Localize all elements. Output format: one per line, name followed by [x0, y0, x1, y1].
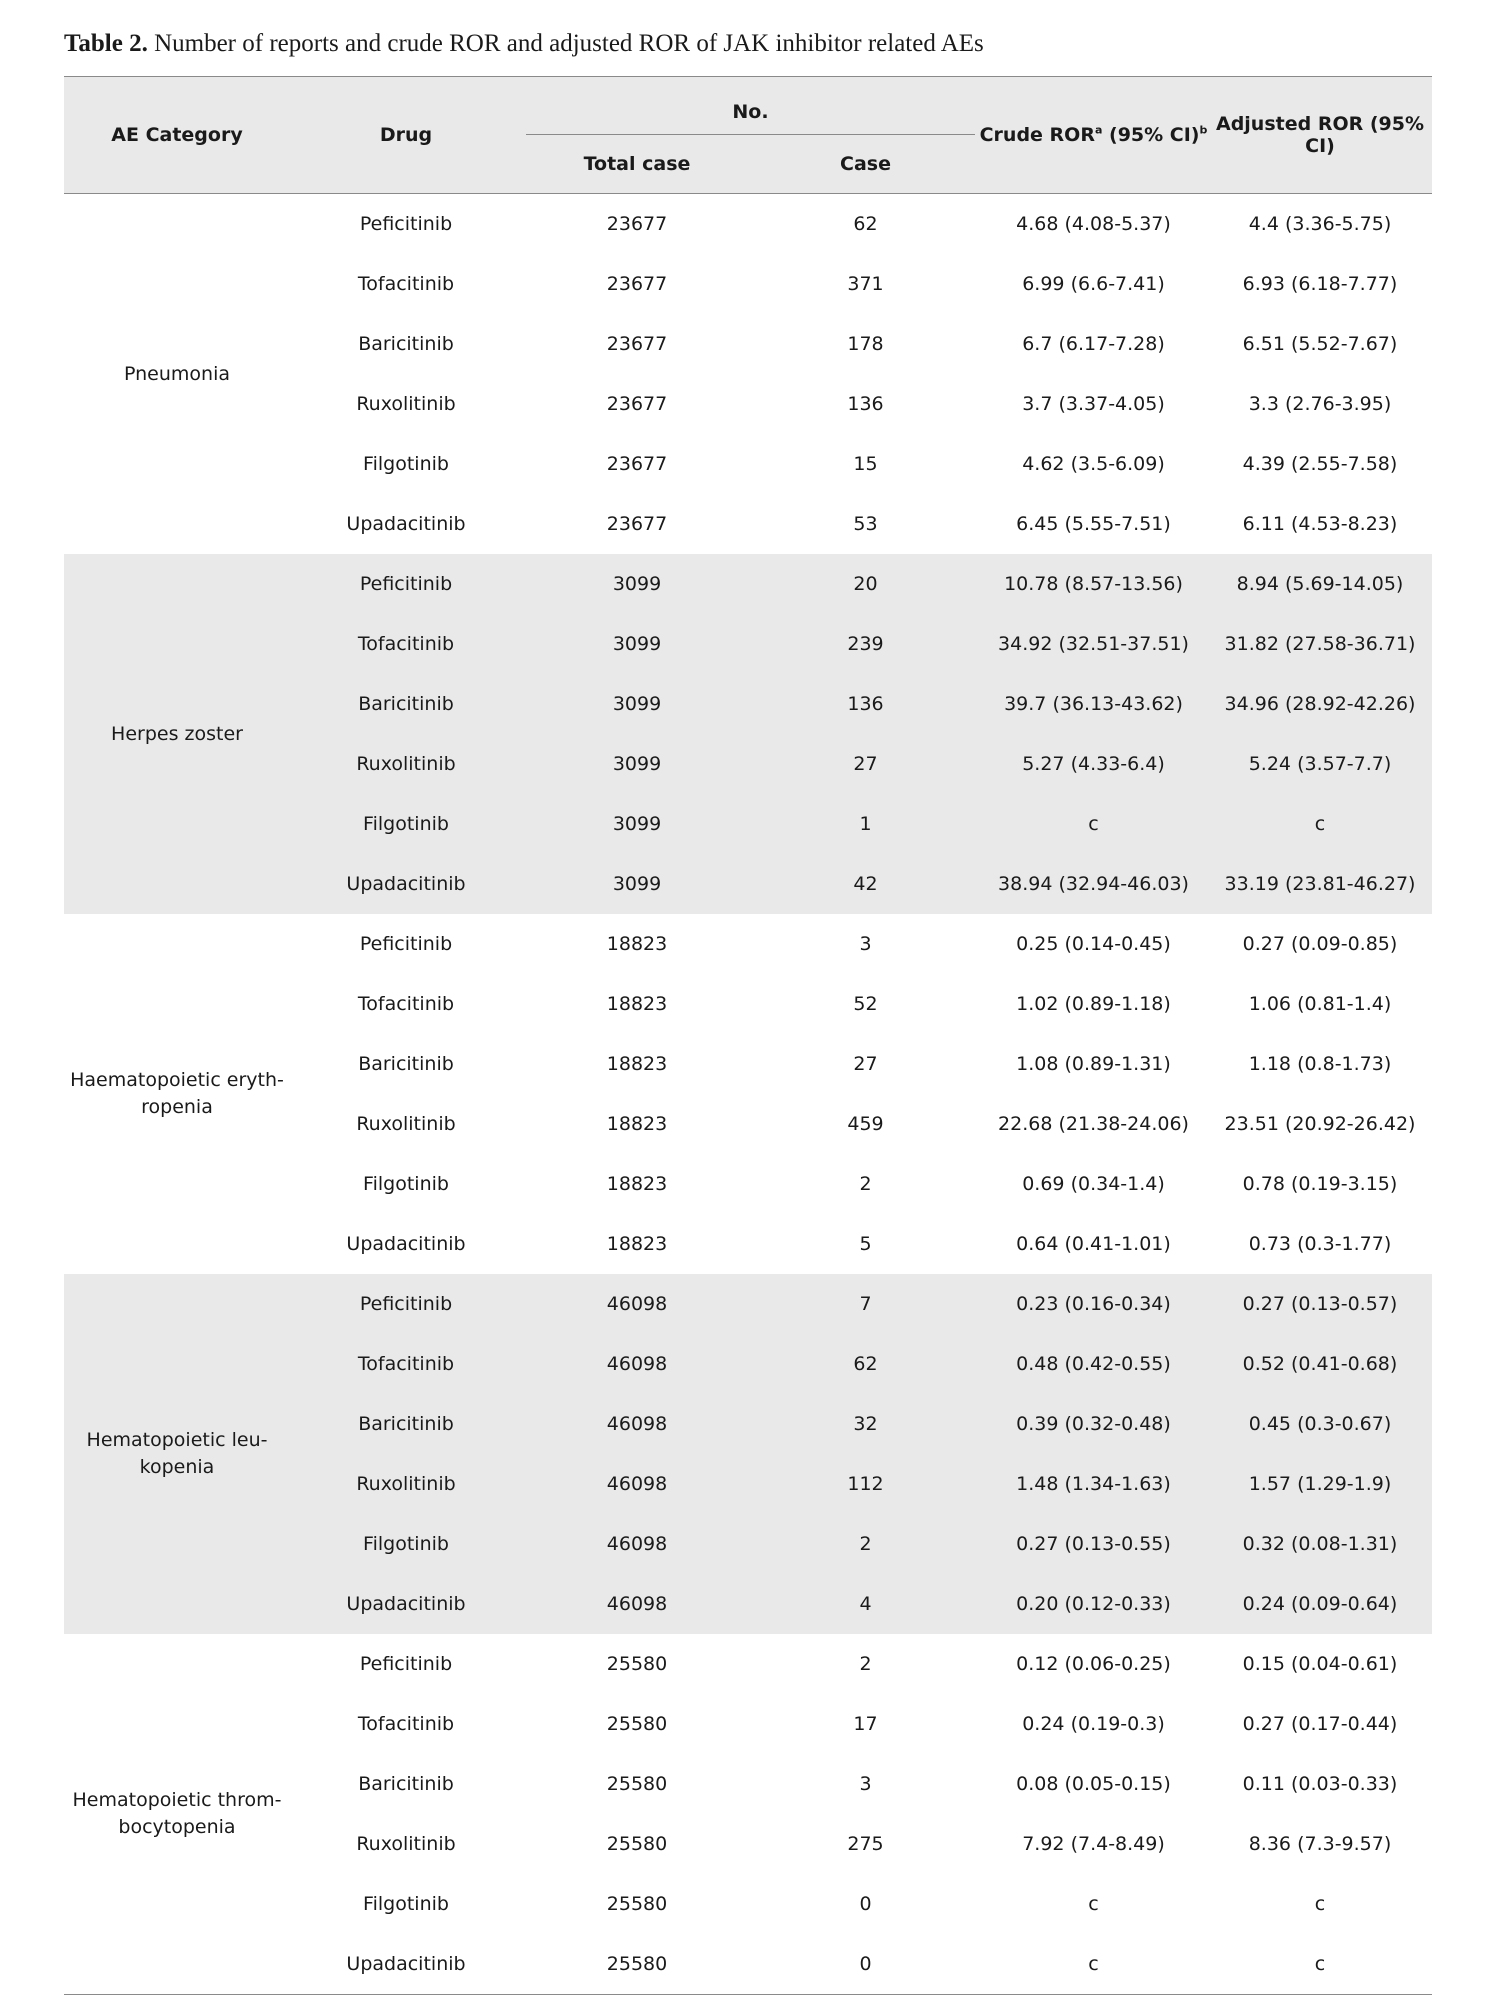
- adjusted-ror-cell: 0.45 (0.3-0.67): [1248, 1413, 1392, 1435]
- total-case-cell: 23677: [606, 213, 668, 235]
- ae-category-line: kopenia: [139, 1456, 215, 1478]
- total-case-cell: 46098: [606, 1473, 668, 1495]
- ae-category-line: bocytopenia: [118, 1816, 236, 1838]
- total-case-cell: 3099: [612, 813, 662, 835]
- total-case-cell: 46098: [606, 1593, 668, 1615]
- footnote-a-marker: a: [1094, 123, 1103, 137]
- drug-cell: Baricitinib: [358, 1773, 454, 1795]
- drug-cell: Filgotinib: [363, 1173, 449, 1195]
- adjusted-ror-cell: 4.39 (2.55-7.58): [1242, 453, 1398, 475]
- adjusted-ror-cell: 4.4 (3.36-5.75): [1248, 213, 1392, 235]
- total-case-cell: 18823: [606, 1173, 668, 1195]
- drug-cell: Peficitinib: [359, 1653, 453, 1675]
- ae-group: [64, 1634, 1432, 1994]
- adjusted-ror-cell: 1.18 (0.8-1.73): [1248, 1053, 1392, 1075]
- case-cell: 4: [859, 1593, 872, 1615]
- drug-cell: Baricitinib: [358, 1413, 454, 1435]
- table-bottom-rule: [64, 1994, 1432, 1995]
- case-cell: 62: [853, 1353, 878, 1375]
- total-case-cell: 18823: [606, 1233, 668, 1255]
- drug-cell: Baricitinib: [358, 333, 454, 355]
- total-case-cell: 3099: [612, 693, 662, 715]
- crude-ror-cell: 5.27 (4.33-6.4): [1022, 753, 1165, 775]
- adjusted-ror-cell: 0.27 (0.09-0.85): [1242, 933, 1398, 955]
- case-cell: 3: [859, 933, 872, 955]
- crude-ror-cell: 0.39 (0.32-0.48): [1016, 1413, 1171, 1435]
- case-cell: 2: [859, 1533, 872, 1555]
- crude-ror-cell: 10.78 (8.57-13.56): [1004, 573, 1183, 595]
- crude-ror-cell: 1.02 (0.89-1.18): [1016, 993, 1171, 1015]
- crude-ror-cell: 22.68 (21.38-24.06): [998, 1113, 1189, 1135]
- case-cell: 112: [847, 1473, 884, 1495]
- total-case-cell: 25580: [606, 1773, 668, 1795]
- adjusted-ror-cell: 0.52 (0.41-0.68): [1242, 1353, 1398, 1375]
- drug-cell: Filgotinib: [363, 813, 449, 835]
- total-case-cell: 23677: [606, 453, 668, 475]
- crude-ror-cell: c: [1088, 813, 1099, 835]
- total-case-cell: 25580: [606, 1713, 668, 1735]
- table-row: [64, 914, 1432, 974]
- ae-category-line: Haematopoietic eryth-: [70, 1069, 284, 1091]
- case-cell: 1: [859, 813, 872, 835]
- table-row: [64, 554, 1432, 614]
- case-cell: 53: [853, 513, 878, 535]
- drug-cell: Tofacitinib: [357, 993, 455, 1015]
- drug-cell: Upadacitinib: [346, 873, 466, 895]
- case-cell: 136: [847, 393, 884, 415]
- case-cell: 27: [853, 1053, 878, 1075]
- crude-ror-cell: 1.08 (0.89-1.31): [1016, 1053, 1171, 1075]
- case-cell: 20: [853, 573, 878, 595]
- crude-ror-cell: 0.69 (0.34-1.4): [1022, 1173, 1165, 1195]
- total-case-cell: 3099: [612, 753, 662, 775]
- case-cell: 62: [853, 213, 878, 235]
- case-cell: 17: [853, 1713, 878, 1735]
- header-crude-ror-ci: (95% CI): [1102, 124, 1200, 146]
- drug-cell: Upadacitinib: [346, 513, 466, 535]
- footnote-b-marker: b: [1199, 123, 1208, 137]
- adjusted-ror-cell: 34.96 (28.92-42.26): [1224, 693, 1416, 715]
- crude-ror-cell: 6.99 (6.6-7.41): [1022, 273, 1165, 295]
- drug-cell: Tofacitinib: [357, 1713, 455, 1735]
- adjusted-ror-cell: 23.51 (20.92-26.42): [1224, 1113, 1416, 1135]
- table-row: [64, 1634, 1432, 1694]
- crude-ror-cell: 4.62 (3.5-6.09): [1022, 453, 1165, 475]
- total-case-cell: 23677: [606, 513, 668, 535]
- adjusted-ror-cell: 0.78 (0.19-3.15): [1242, 1173, 1398, 1195]
- total-case-cell: 25580: [606, 1893, 668, 1915]
- ae-category-line: Hematopoietic leu-: [86, 1429, 268, 1451]
- ae-category-cell: [64, 194, 290, 555]
- crude-ror-cell: c: [1088, 1953, 1099, 1975]
- header-adjusted-ror: Adjusted ROR (95% CI): [1215, 113, 1425, 157]
- drug-cell: Upadacitinib: [346, 1233, 466, 1255]
- case-cell: 2: [859, 1653, 872, 1675]
- crude-ror-cell: 0.08 (0.05-0.15): [1016, 1773, 1171, 1795]
- drug-cell: Filgotinib: [363, 1533, 449, 1555]
- crude-ror-cell: 0.48 (0.42-0.55): [1016, 1353, 1171, 1375]
- adjusted-ror-cell: 8.36 (7.3-9.57): [1248, 1833, 1392, 1855]
- ae-category-line: Hematopoietic throm-: [72, 1789, 282, 1811]
- crude-ror-cell: 34.92 (32.51-37.51): [998, 633, 1189, 655]
- adjusted-ror-cell: 0.73 (0.3-1.77): [1248, 1233, 1392, 1255]
- case-cell: 27: [853, 753, 878, 775]
- adjusted-ror-cell: 0.11 (0.03-0.33): [1242, 1773, 1398, 1795]
- ae-group: [64, 1274, 1432, 1634]
- ae-category-cell: [64, 1634, 290, 1994]
- table-caption: [64, 30, 984, 58]
- crude-ror-cell: 0.64 (0.41-1.01): [1016, 1233, 1171, 1255]
- adjusted-ror-cell: 0.27 (0.17-0.44): [1242, 1713, 1398, 1735]
- ae-category-line: Pneumonia: [124, 362, 230, 385]
- ror-table: [64, 76, 1432, 1994]
- total-case-cell: 18823: [606, 993, 668, 1015]
- table-caption-label: Table 2.: [64, 30, 148, 57]
- drug-cell: Upadacitinib: [346, 1953, 466, 1975]
- adjusted-ror-cell: 8.94 (5.69-14.05): [1236, 573, 1404, 595]
- drug-cell: Tofacitinib: [357, 633, 455, 655]
- crude-ror-cell: 38.94 (32.94-46.03): [998, 873, 1189, 895]
- adjusted-ror-cell: 31.82 (27.58-36.71): [1224, 633, 1416, 655]
- adjusted-ror-cell: c: [1314, 1893, 1326, 1915]
- case-cell: 0: [859, 1953, 872, 1975]
- adjusted-ror-cell: 5.24 (3.57-7.7): [1248, 753, 1392, 775]
- drug-cell: Peficitinib: [359, 573, 453, 595]
- case-cell: 32: [853, 1413, 878, 1435]
- header-case: Case: [840, 153, 891, 175]
- ae-group: [64, 194, 1432, 555]
- ae-category-cell: [64, 914, 290, 1274]
- drug-cell: Filgotinib: [363, 453, 449, 475]
- adjusted-ror-cell: 0.15 (0.04-0.61): [1242, 1653, 1398, 1675]
- ae-category-cell: [64, 1274, 290, 1634]
- crude-ror-cell: 0.23 (0.16-0.34): [1016, 1293, 1171, 1315]
- crude-ror-cell: 39.7 (36.13-43.62): [1004, 693, 1183, 715]
- ae-category-cell: [64, 554, 290, 914]
- ae-category-line: ropenia: [141, 1096, 213, 1118]
- adjusted-ror-cell: 6.11 (4.53-8.23): [1242, 513, 1398, 535]
- total-case-cell: 3099: [612, 873, 662, 895]
- drug-cell: Tofacitinib: [357, 273, 455, 295]
- adjusted-ror-cell: 1.06 (0.81-1.4): [1248, 993, 1392, 1015]
- crude-ror-cell: c: [1088, 1893, 1099, 1915]
- crude-ror-cell: 3.7 (3.37-4.05): [1022, 393, 1165, 415]
- header-crude-ror-prefix: Crude ROR: [979, 124, 1095, 146]
- total-case-cell: 46098: [606, 1533, 668, 1555]
- case-cell: 136: [847, 693, 884, 715]
- case-cell: 371: [847, 273, 884, 295]
- adjusted-ror-cell: c: [1314, 1953, 1326, 1975]
- case-cell: 239: [847, 633, 884, 655]
- header-total-case: Total case: [583, 153, 691, 175]
- table-caption-text: Number of reports and crude ROR and adjusted ROR of JAK inhibitor related AEs: [147, 30, 984, 57]
- crude-ror-cell: 0.12 (0.06-0.25): [1016, 1653, 1171, 1675]
- total-case-cell: 25580: [606, 1653, 668, 1675]
- header-no: [522, 77, 979, 136]
- case-cell: 0: [859, 1893, 872, 1915]
- drug-cell: Baricitinib: [358, 1053, 454, 1075]
- adjusted-ror-cell: 0.27 (0.13-0.57): [1242, 1293, 1398, 1315]
- total-case-cell: 23677: [606, 273, 668, 295]
- ae-category-line: Herpes zoster: [111, 722, 243, 745]
- table-row: [64, 1274, 1432, 1334]
- crude-ror-cell: 0.20 (0.12-0.33): [1016, 1593, 1171, 1615]
- crude-ror-cell: 0.24 (0.19-0.3): [1022, 1713, 1165, 1735]
- total-case-cell: 46098: [606, 1413, 668, 1435]
- adjusted-ror-cell: 3.3 (2.76-3.95): [1248, 393, 1392, 415]
- case-cell: 5: [859, 1233, 872, 1255]
- crude-ror-cell: 4.68 (4.08-5.37): [1016, 213, 1171, 235]
- drug-cell: Upadacitinib: [346, 1593, 466, 1615]
- crude-ror-cell: 6.45 (5.55-7.51): [1016, 513, 1171, 535]
- case-cell: 7: [859, 1293, 872, 1315]
- adjusted-ror-cell: 33.19 (23.81-46.27): [1224, 873, 1416, 895]
- adjusted-ror-cell: 1.57 (1.29-1.9): [1248, 1473, 1392, 1495]
- adjusted-ror-cell: c: [1314, 813, 1326, 835]
- total-case-cell: 3099: [612, 633, 662, 655]
- total-case-cell: 18823: [606, 933, 668, 955]
- total-case-cell: 23677: [606, 333, 668, 355]
- crude-ror-cell: 0.27 (0.13-0.55): [1016, 1533, 1171, 1555]
- total-case-cell: 18823: [606, 1053, 668, 1075]
- header-no-label: No.: [732, 101, 769, 123]
- header-crude-ror: [979, 77, 1208, 194]
- ae-group: [64, 914, 1432, 1274]
- total-case-cell: 46098: [606, 1353, 668, 1375]
- total-case-cell: 3099: [612, 573, 662, 595]
- case-cell: 15: [853, 453, 878, 475]
- total-case-cell: 25580: [606, 1833, 668, 1855]
- drug-cell: Peficitinib: [359, 933, 453, 955]
- crude-ror-cell: 0.25 (0.14-0.45): [1016, 933, 1171, 955]
- adjusted-ror-cell: 6.51 (5.52-7.67): [1242, 333, 1398, 355]
- total-case-cell: 23677: [606, 393, 668, 415]
- drug-cell: Ruxolitinib: [356, 1113, 456, 1135]
- drug-cell: Peficitinib: [359, 1293, 453, 1315]
- drug-cell: Ruxolitinib: [356, 753, 456, 775]
- case-cell: 42: [853, 873, 878, 895]
- ae-group: [64, 554, 1432, 914]
- case-cell: 3: [859, 1773, 872, 1795]
- drug-cell: Ruxolitinib: [356, 1833, 456, 1855]
- crude-ror-cell: 6.7 (6.17-7.28): [1022, 333, 1165, 355]
- drug-cell: Baricitinib: [358, 693, 454, 715]
- table-header: [64, 77, 1432, 194]
- drug-cell: Tofacitinib: [357, 1353, 455, 1375]
- crude-ror-cell: 7.92 (7.4-8.49): [1022, 1833, 1165, 1855]
- drug-cell: Filgotinib: [363, 1893, 449, 1915]
- case-cell: 52: [853, 993, 878, 1015]
- drug-cell: Ruxolitinib: [356, 1473, 456, 1495]
- total-case-cell: 25580: [606, 1953, 668, 1975]
- crude-ror-cell: 1.48 (1.34-1.63): [1016, 1473, 1171, 1495]
- case-cell: 275: [847, 1833, 884, 1855]
- drug-cell: Peficitinib: [359, 213, 453, 235]
- header-ae-category: AE Category: [111, 124, 243, 146]
- header-drug: Drug: [379, 124, 433, 146]
- drug-cell: Ruxolitinib: [356, 393, 456, 415]
- total-case-cell: 18823: [606, 1113, 668, 1135]
- total-case-cell: 46098: [606, 1293, 668, 1315]
- case-cell: 178: [847, 333, 884, 355]
- adjusted-ror-cell: 6.93 (6.18-7.77): [1242, 273, 1398, 295]
- case-cell: 2: [859, 1173, 872, 1195]
- adjusted-ror-cell: 0.32 (0.08-1.31): [1242, 1533, 1398, 1555]
- case-cell: 459: [847, 1113, 884, 1135]
- adjusted-ror-cell: 0.24 (0.09-0.64): [1242, 1593, 1398, 1615]
- table-row: [64, 194, 1432, 255]
